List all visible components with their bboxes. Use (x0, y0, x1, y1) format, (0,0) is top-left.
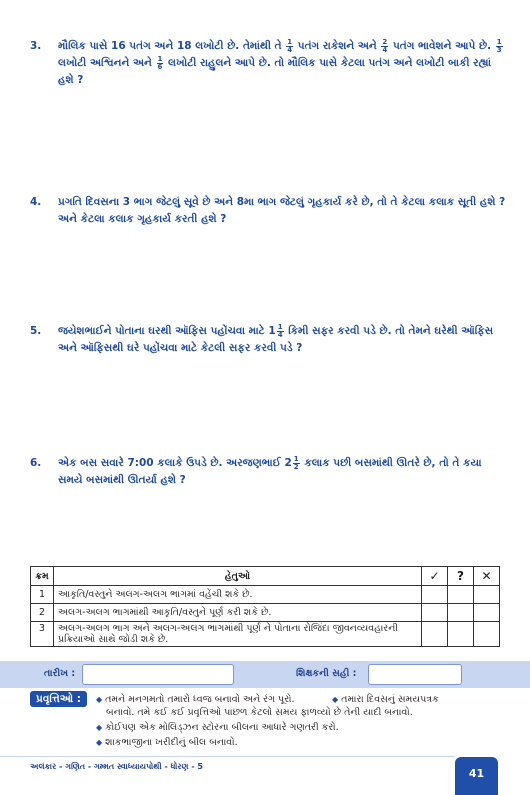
diamond-bullet-icon: ◆ (96, 723, 103, 732)
tick-cell[interactable] (422, 586, 448, 604)
table-row: 1 આકૃતિ/વસ્તુને અલગ-અલગ ભાગમાં વહેંચી શકે છે. (31, 586, 500, 604)
question-cell[interactable] (448, 622, 474, 647)
activity-line: ◆ તમને મનગમતો તમારો ધ્વજ બનાવો અને રંગ પૂરો. (96, 694, 295, 705)
diamond-bullet-icon: ◆ (332, 695, 339, 704)
tick-cell[interactable] (422, 622, 448, 647)
tick-icon: ✓ (422, 567, 448, 586)
mixed-number: 2 $\frac{1}{2}$ (284, 454, 299, 471)
activity-line: ◆ શાકભાજીના ખરીદીનું બીલ બનાવો. (96, 737, 238, 748)
question-number: 3. (30, 40, 42, 52)
question-text: જયેશભાઈને પોતાના ઘરથી ઑફિસ પહોંચવા માટે 1 $\frac{1}{4}$ કિમી સફર કરવી પડે છે. તો તેમને ઘરેથી ઑફિસ અને ઑફિસથી ઘરે પહોંચવા માટે કેટલી સફર કરવી પડે ? (58, 322, 494, 354)
fraction: $\frac{2}{4}$ (382, 37, 388, 54)
cross-cell[interactable] (474, 586, 500, 604)
activity-line: ◆ કોઈપણ એક મોલિડ્ઝન સ્ટોરના બીલના આધારે ગણતરી કરો. (96, 722, 339, 733)
footer-text: અલંકાર - ગણિત - ગમ્મત સ્વાધ્યાયપોથી - ધોરણ - 5 (30, 762, 203, 771)
question-text: પ્રગતિ દિવસના 3 ભાગ જેટલું સૂવે છે અને 8મા ભાગ જેટલું ગૃહકાર્ય કરે છે, તો તે કેટલા કલાક સૂતી હશે ? અને કેટલા કલાક ગૃહકાર્ય કરતી હશે ? (58, 196, 506, 225)
question-5 (30, 323, 508, 357)
signature-bar (0, 661, 530, 688)
teacher-signature-field[interactable] (368, 664, 462, 685)
date-field[interactable] (82, 664, 234, 685)
question-6 (30, 455, 508, 489)
activity-line: બનાવો. તમે કઈ કઈ પ્રવૃત્તિઓ પાછળ કેટલો સમય ફાળવ્યો છે તેની યાદી બનાવો. (106, 707, 413, 718)
fraction: $\frac{1}{4}$ (287, 37, 293, 54)
question-4 (30, 194, 508, 228)
question-cell[interactable] (448, 586, 474, 604)
diamond-bullet-icon: ◆ (96, 695, 103, 704)
question-number: 5. (30, 325, 42, 337)
footer-divider (0, 756, 455, 757)
cross-icon: ✕ (474, 567, 500, 586)
question-text: મૌલિક પાસે 16 પતંગ અને 18 લખોટી છે. તેમાંથી તે $\frac{1}{4}$ પતંગ રાકેશને અને $\frac{2}{4}$ પતંગ ભાવેશને આપે છે. $\frac{1}{3}$ લખોટી અશ્વિનને અને $\frac{1}{6}$ લખોટી રાહુલને આપે છે. તો મૌલિક પાસે કેટલા પતંગ અને લખોટી બાકી રહ્યાં હશે ? (58, 37, 502, 86)
page-number: 41 (455, 757, 498, 795)
question-3 (30, 38, 508, 89)
fraction: $\frac{1}{3}$ (496, 37, 502, 54)
cross-cell[interactable] (474, 622, 500, 647)
diamond-bullet-icon: ◆ (96, 738, 103, 747)
activities-tag: પ્રવૃત્તિઓ : (30, 691, 87, 707)
header-serial: ક્રમ (31, 567, 54, 586)
question-cell[interactable] (448, 604, 474, 622)
cross-cell[interactable] (474, 604, 500, 622)
teacher-signature-label: શિક્ષકની સહી : (296, 668, 357, 679)
fraction: $\frac{1}{6}$ (157, 54, 163, 71)
question-text: એક બસ સવારે 7:00 કલાકે ઉપડે છે. અરજણભાઈ 2 $\frac{1}{2}$ કલાક પછી બસમાંથી ઊતરે છે, તો તે કયા સમયે બસમાંથી ઊતર્યા હશે ? (58, 454, 482, 486)
table-header-row (31, 567, 500, 586)
date-label: તારીખ : (44, 668, 76, 679)
question-number: 6. (30, 457, 42, 469)
question-number: 4. (30, 196, 42, 208)
header-objectives: હેતુઓ (54, 567, 422, 586)
objectives-table (30, 566, 500, 647)
table-row: 3 અલગ-અલગ ભાગ અને અલગ-અલગ ભાગમાંથી પૂર્ણ ને પોતાના રોજિંદા જીવનવ્યવહારની પ્રક્રિયાઓ સાથે જોડી શકે છે. (31, 622, 500, 647)
table-row: 2 અલગ-અલગ ભાગમાંથી આકૃતિ/વસ્તુને પૂર્ણ કરી શકે છે. (31, 604, 500, 622)
tick-cell[interactable] (422, 604, 448, 622)
activity-line: ◆ તમારા દિવસનું સમયપત્રક (332, 694, 439, 705)
question-mark-icon: ? (448, 567, 474, 586)
mixed-number: 1 $\frac{1}{4}$ (268, 322, 283, 339)
